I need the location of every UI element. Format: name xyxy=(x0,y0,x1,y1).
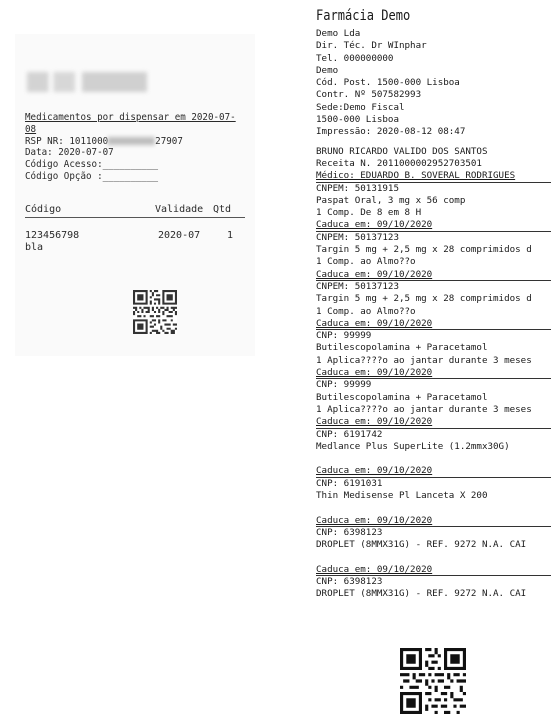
item-dosage: 1 Comp. ao Almo??o xyxy=(316,256,416,268)
item-code: CNP: 99999 xyxy=(316,330,372,342)
print-timestamp: Impressão: 2020-08-12 08:47 xyxy=(316,126,466,138)
blurred-logo xyxy=(27,72,147,92)
item-expiry: Caduca em: 09/10/2020 xyxy=(316,515,551,527)
patient-name: BRUNO RICARDO VALIDO DOS SANTOS xyxy=(316,145,488,157)
item-code: CNP: 6398123 xyxy=(316,576,383,588)
access-code-field: Código Acesso:__________ xyxy=(25,159,159,171)
item-dosage: 1 Aplica????o ao jantar durante 3 meses xyxy=(316,354,532,366)
row-validity: 2020-07 xyxy=(158,230,201,241)
item-name: Thin Medisense Pl Lanceta X 200 xyxy=(316,489,488,501)
item-dosage: 1 Comp. De 8 em 8 H xyxy=(316,207,422,219)
left-receipt-header xyxy=(25,112,239,183)
pending-medicines-title: Medicamentos por dispensar em 2020-07-08 xyxy=(25,112,236,135)
receipt-date: Data: 2020-07-07 xyxy=(25,147,114,159)
item-expiry: Caduca em: 09/10/2020 xyxy=(316,465,551,477)
qr-code-icon xyxy=(133,290,177,334)
doctor-name: Médico: EDUARDO B. SOVERAL RODRIGUES xyxy=(316,170,551,182)
row-qty: 1 xyxy=(227,230,234,241)
item-dosage: 1 Comp. ao Almo??o xyxy=(316,305,416,317)
redacted-block xyxy=(108,137,155,145)
item-name: Paspat Oral, 3 mg x 56 comp xyxy=(316,194,466,206)
item-name: Targin 5 mg + 2,5 mg x 28 comprimidos d xyxy=(316,244,532,256)
item-code: CNP: 6191742 xyxy=(316,428,383,440)
item-name: Targin 5 mg + 2,5 mg x 28 comprimidos d xyxy=(316,293,532,305)
item-dosage: 1 Aplica????o ao jantar durante 3 meses xyxy=(316,403,532,415)
header-validity: Validade xyxy=(155,204,204,215)
item-dosage xyxy=(316,453,551,465)
row-code: 123456798 xyxy=(25,230,80,241)
left-table-header xyxy=(25,204,245,218)
item-expiry: Caduca em: 09/10/2020 xyxy=(316,219,551,231)
pharmacy-name: Farmácia Demo xyxy=(316,8,411,24)
item-expiry: Caduca em: 09/10/2020 xyxy=(316,564,551,576)
company-name: Demo Lda xyxy=(316,28,361,39)
item-expiry: Caduca em: 09/10/2020 xyxy=(316,269,551,281)
technical-director: Dir. Téc. Dr WInphar xyxy=(316,40,427,52)
prescription-number: Receita N. 2011000002952703501 xyxy=(316,157,482,169)
item-code: CNP: 99999 xyxy=(316,379,372,391)
item-name: Butilescopolamina + Paracetamol xyxy=(316,342,488,354)
item-name: Medlance Plus SuperLite (1.2mmx30G) xyxy=(316,440,510,452)
rsp-number: RSP NR: 1011000 27907 xyxy=(25,135,183,147)
postal-code: Cód. Post. 1500-000 Lisboa xyxy=(316,77,460,89)
item-dosage xyxy=(316,551,551,563)
item-name: Butilescopolamina + Paracetamol xyxy=(316,391,488,403)
item-expiry: Caduca em: 09/10/2020 xyxy=(316,416,551,428)
headquarters: Sede:Demo Fiscal xyxy=(316,101,405,113)
option-code-field: Código Opção :__________ xyxy=(25,170,159,182)
row-description: bla xyxy=(25,242,44,253)
item-code: CNPEM: 50137123 xyxy=(316,280,399,292)
item-code: CNP: 6398123 xyxy=(316,526,383,538)
item-code: CNP: 6191031 xyxy=(316,477,383,489)
header-code: Código xyxy=(25,204,62,215)
item-expiry: Caduca em: 09/10/2020 xyxy=(316,318,551,330)
item-name: DROPLET (8MMX31G) - REF. 9272 N.A. CAI xyxy=(316,588,527,600)
item-code: CNPEM: 50137123 xyxy=(316,231,399,243)
qr-code-icon xyxy=(400,648,466,714)
phone: Tel. 000000000 xyxy=(316,52,394,64)
item-code: CNPEM: 50131915 xyxy=(316,182,399,194)
headquarters-postal: 1500-000 Lisboa xyxy=(316,114,399,126)
item-expiry: Caduca em: 09/10/2020 xyxy=(316,367,551,379)
item-name: DROPLET (8MMX31G) - REF. 9272 N.A. CAI xyxy=(316,539,527,551)
tax-number: Contr. Nº 507582993 xyxy=(316,89,422,101)
left-receipt xyxy=(15,34,255,356)
item-dosage xyxy=(316,502,551,514)
right-receipt xyxy=(316,6,551,601)
header-qty: Qtd xyxy=(213,204,232,215)
address-line: Demo xyxy=(316,64,339,76)
